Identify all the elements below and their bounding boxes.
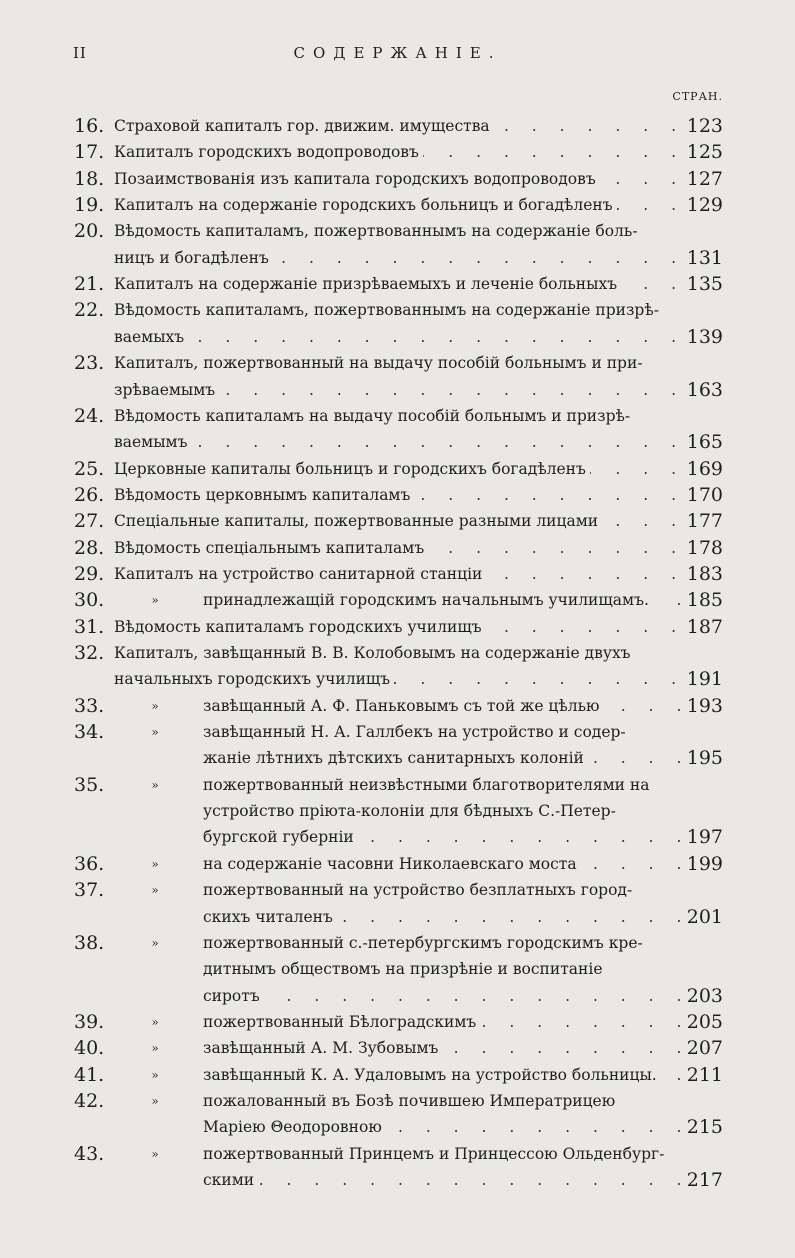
entry-title: Маріею Θеодоровною [203, 1118, 386, 1136]
pages-column-label: СТРАН. [672, 90, 723, 103]
toc-entry-line-continued[interactable] [203, 719, 723, 745]
toc-entry-line-continued[interactable] [114, 350, 723, 376]
entry-page-number: 199 [681, 851, 723, 877]
entry-title: пожалованный въ Бозѣ почившею Императрицею [203, 1092, 619, 1110]
toc-entry-line[interactable] [203, 1009, 723, 1035]
toc-entry-line-continued[interactable] [114, 640, 723, 666]
entry-title: начальныхъ городскихъ училищъ [114, 670, 394, 688]
entry-title: пожертвованный неизвѣстными благотворителями на [203, 776, 654, 794]
entry-title: на содержаніе часовни Николаевскаго моста [203, 855, 581, 873]
toc-entry-line-continued[interactable] [203, 798, 723, 824]
toc-entry-line[interactable] [114, 561, 723, 587]
toc-entry-line[interactable] [203, 1114, 723, 1140]
ditto-mark: » [151, 1146, 159, 1161]
entry-title: жаніе лѣтнихъ дѣтскихъ санитарныхъ колоній [203, 749, 588, 767]
entry-title: завѣщанный А. М. Зубовымъ [203, 1039, 442, 1057]
entry-title: завѣщанный А. Ф. Паньковымъ съ той же цѣлью [203, 697, 604, 715]
toc-entry-line[interactable] [114, 139, 723, 165]
entry-number: 40. [74, 1037, 105, 1060]
toc-entry-line[interactable] [114, 245, 723, 271]
entry-number: 43. [74, 1142, 105, 1165]
entry-number: 33. [74, 694, 105, 717]
entry-title: пожертвованный Принцемъ и Принцессою Ольденбург- [203, 1145, 668, 1163]
entry-number: 22. [74, 299, 105, 322]
entry-title: скихъ читаленъ [203, 908, 337, 926]
entry-title: Капиталъ на содержаніе городскихъ больницъ и богадѣленъ [114, 196, 617, 214]
toc-entry-line[interactable] [203, 904, 723, 930]
entry-number: 20. [74, 220, 105, 243]
entry-page-number: 201 [681, 904, 723, 930]
ditto-mark: » [151, 1067, 159, 1082]
ditto-mark: » [151, 856, 159, 871]
toc-entry-line[interactable] [203, 1035, 723, 1061]
entry-title: Вѣдомость капиталамъ на выдачу пособій больнымъ и призрѣ- [114, 407, 634, 425]
entry-title: Позаимствованія изъ капитала городскихъ водопроводовъ [114, 170, 600, 188]
entry-page-number: 177 [681, 508, 723, 534]
entry-number: 31. [74, 615, 105, 638]
entry-title: пожертвованный на устройство безплатныхъ город- [203, 881, 636, 899]
entry-title: устройство пріюта-колоніи для бѣдныхъ С.-Петер- [203, 802, 620, 820]
entry-number: 42. [74, 1089, 105, 1112]
entry-number: 39. [74, 1010, 105, 1033]
entry-title: дитнымъ обществомъ на призрѣніе и воспитаніе [203, 960, 607, 978]
entry-title: Вѣдомость спеціальнымъ капиталамъ [114, 539, 428, 557]
entry-number: 23. [74, 352, 105, 375]
entry-page-number: 207 [681, 1035, 723, 1061]
toc-entry-line[interactable] [114, 113, 723, 139]
entry-title: Вѣдомость капиталамъ, пожертвованнымъ на содержаніе призрѣ- [114, 301, 663, 319]
entry-number: 41. [74, 1063, 105, 1086]
entry-page-number: 170 [681, 482, 723, 508]
toc-entry-line[interactable] [203, 745, 723, 771]
toc-entry-line[interactable] [114, 614, 723, 640]
entry-number: 37. [74, 879, 105, 902]
ditto-mark: » [151, 593, 159, 608]
dot-leader [114, 324, 723, 350]
entry-number: 29. [74, 562, 105, 585]
toc-entry-line-continued[interactable] [114, 403, 723, 429]
toc-entry-line[interactable] [114, 482, 723, 508]
entry-number: 38. [74, 931, 105, 954]
entry-title: завѣщанный Н. А. Галлбекъ на устройство и содер- [203, 723, 630, 741]
dot-leader [114, 429, 723, 455]
entry-number: 17. [74, 141, 105, 164]
dot-leader [203, 1167, 723, 1193]
entry-title: ваемымъ [114, 433, 191, 451]
toc-entry-line[interactable] [114, 324, 723, 350]
entry-number: 18. [74, 167, 105, 190]
toc-entry-line-continued[interactable] [203, 956, 723, 982]
entry-title: принадлежащій городскимъ начальнымъ училищамъ. [203, 591, 653, 609]
toc-entry-line[interactable] [114, 377, 723, 403]
entry-page-number: 217 [681, 1167, 723, 1193]
entry-title: пожертвованный Бѣлоградскимъ [203, 1013, 480, 1031]
entry-title: Капиталъ на содержаніе призрѣваемыхъ и леченіе больныхъ [114, 275, 621, 293]
entry-title: Спеціальные капиталы, пожертвованные разными лицами [114, 512, 602, 530]
entry-page-number: 193 [681, 693, 723, 719]
toc-entry-line[interactable] [203, 693, 723, 719]
entry-page-number: 178 [681, 535, 723, 561]
toc-entry-line[interactable] [114, 508, 723, 534]
entry-page-number: 139 [681, 324, 723, 350]
toc-entry-line[interactable] [203, 851, 723, 877]
entry-title: Капиталъ на устройство санитарной станціи [114, 565, 486, 583]
entry-number: 27. [74, 510, 105, 533]
entry-title: Вѣдомость капиталамъ городскихъ училищъ [114, 618, 486, 636]
entry-page-number: 211 [681, 1062, 723, 1088]
toc-entry-line[interactable] [114, 666, 723, 692]
entry-title: Капиталъ, завѣщанный В. В. Колобовымъ на содержаніе двухъ [114, 644, 635, 662]
entry-page-number: 135 [681, 271, 723, 297]
toc-entry-line-continued[interactable] [114, 218, 723, 244]
entry-page-number: 165 [681, 429, 723, 455]
entry-page-number: 215 [681, 1114, 723, 1140]
entry-page-number: 123 [681, 113, 723, 139]
entry-page-number: 125 [681, 139, 723, 165]
entry-number: 16. [74, 115, 105, 137]
toc-entry-line[interactable] [114, 429, 723, 455]
entry-title: Капиталъ, пожертвованный на выдачу пособій больнымъ и при- [114, 354, 647, 372]
toc-entry-line[interactable] [114, 535, 723, 561]
entry-number: 21. [74, 273, 105, 296]
entry-title: пожертвованный с.-петербургскимъ городскимъ кре- [203, 934, 647, 952]
entry-page-number: 129 [681, 192, 723, 218]
entry-number: 36. [74, 852, 105, 875]
toc-entry-line-continued[interactable] [203, 930, 723, 956]
toc-entry-line-continued[interactable] [114, 297, 723, 323]
entry-page-number: 183 [681, 561, 723, 587]
toc-entry-line[interactable] [114, 456, 723, 482]
toc-entry-line[interactable] [114, 166, 723, 192]
entry-title: завѣщанный К. А. Удаловымъ на устройство больницы. [203, 1066, 661, 1084]
entry-number: 34. [74, 721, 105, 744]
entry-page-number: 127 [681, 166, 723, 192]
entry-title: Капиталъ городскихъ водопроводовъ [114, 143, 423, 161]
entry-title: Страховой капиталъ гор. движим. имущества [114, 117, 494, 135]
toc-entry-line-continued[interactable] [203, 1141, 723, 1167]
toc-entry-line[interactable] [114, 271, 723, 297]
entry-number: 26. [74, 483, 105, 506]
ditto-mark: » [151, 935, 159, 950]
toc-entry-line[interactable] [203, 824, 723, 850]
entry-title: бургской губерніи [203, 828, 358, 846]
dot-leader [203, 983, 723, 1009]
entry-page-number: 169 [681, 456, 723, 482]
toc-entry-line-continued[interactable] [203, 772, 723, 798]
ditto-mark: » [151, 698, 159, 713]
entry-title: Церковные капиталы больницъ и городскихъ богадѣленъ [114, 460, 590, 478]
entry-page-number: 187 [681, 614, 723, 640]
ditto-mark: » [151, 777, 159, 792]
entry-page-number: 197 [681, 824, 723, 850]
page-number: II [73, 44, 87, 62]
ditto-mark: » [151, 725, 159, 740]
entry-number: 28. [74, 536, 105, 559]
ditto-mark: » [151, 1014, 159, 1029]
ditto-mark: » [151, 1041, 159, 1056]
entry-number: 32. [74, 642, 105, 664]
entry-number: 25. [74, 457, 105, 480]
entry-page-number: 203 [681, 983, 723, 1009]
entry-page-number: 191 [681, 666, 723, 692]
entry-page-number: 205 [681, 1009, 723, 1035]
ditto-mark: » [151, 883, 159, 898]
entry-number: 30. [74, 589, 105, 612]
entry-page-number: 131 [681, 245, 723, 271]
toc-entry-line[interactable] [203, 1062, 723, 1088]
toc-entry-line[interactable] [203, 983, 723, 1009]
toc-entry-line[interactable] [203, 1167, 723, 1193]
entry-number: 19. [74, 194, 105, 217]
entry-number: 24. [74, 404, 105, 427]
entry-title: зрѣваемымъ [114, 381, 219, 399]
entry-title: ницъ и богадѣленъ [114, 249, 273, 267]
entry-title: ваемыхъ [114, 328, 188, 346]
entry-page-number: 185 [681, 587, 723, 613]
entry-title: сиротъ [203, 987, 264, 1005]
toc-entry-line[interactable] [114, 192, 723, 218]
entry-title: скими [203, 1171, 258, 1189]
page-title: СОДЕРЖАНІЕ. [293, 44, 502, 62]
entry-page-number: 195 [681, 745, 723, 771]
entry-number: 35. [74, 773, 105, 796]
entry-page-number: 163 [681, 377, 723, 403]
toc-entry-line-continued[interactable] [203, 877, 723, 903]
toc-entry-line[interactable] [203, 587, 723, 613]
ditto-mark: » [151, 1093, 159, 1108]
entry-title: Вѣдомость церковнымъ капиталамъ [114, 486, 414, 504]
entry-title: Вѣдомость капиталамъ, пожертвованнымъ на содержаніе боль- [114, 222, 642, 240]
toc-entry-line-continued[interactable] [203, 1088, 723, 1114]
